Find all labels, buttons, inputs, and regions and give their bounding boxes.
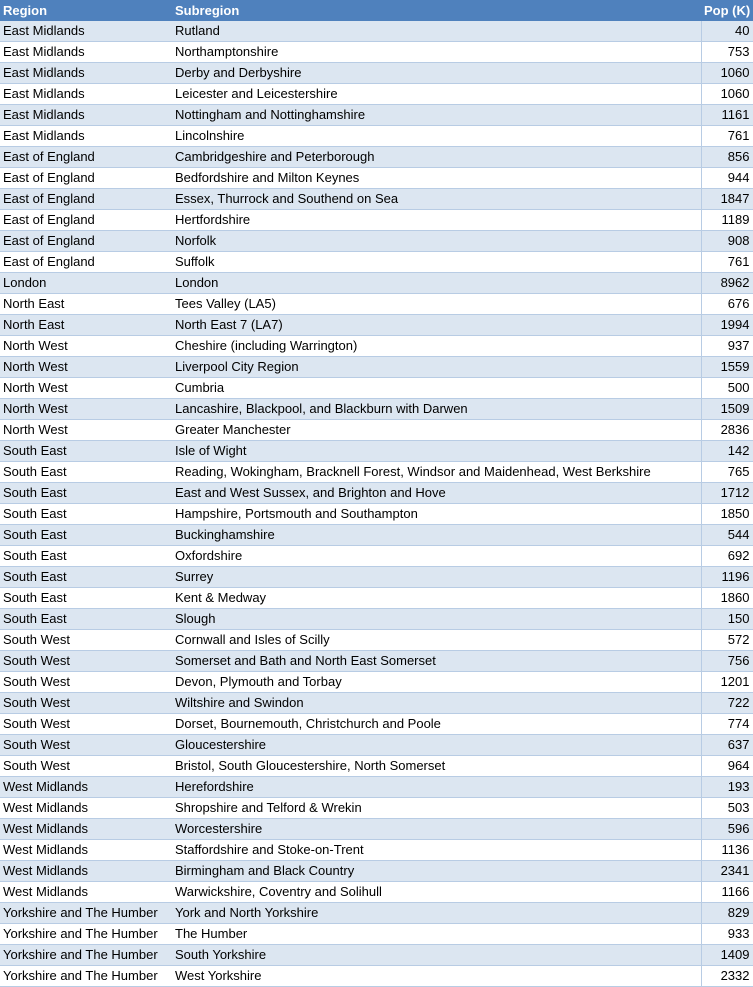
table-row[interactable] (0, 168, 753, 189)
cell-subregion[interactable]: East and West Sussex, and Brighton and Hove (175, 485, 446, 500)
table-row[interactable] (0, 63, 753, 84)
table-row[interactable] (0, 189, 753, 210)
table-row[interactable] (0, 693, 753, 714)
cell-subregion[interactable]: Hertfordshire (175, 212, 251, 227)
cell-pop[interactable]: 753 (701, 42, 753, 63)
cell-pop[interactable]: 1060 (701, 84, 753, 105)
cell-pop[interactable]: 2836 (701, 420, 753, 441)
cell-subregion[interactable]: Somerset and Bath and North East Somerset (175, 653, 436, 668)
cell-subregion[interactable]: Kent & Medway (175, 590, 267, 605)
cell-subregion[interactable]: Essex, Thurrock and Southend on Sea (175, 191, 399, 206)
table-row[interactable] (0, 882, 753, 903)
cell-region[interactable]: Yorkshire and The Humber (3, 905, 158, 920)
table-row[interactable] (0, 966, 753, 987)
cell-region[interactable]: East of England (3, 212, 95, 227)
cell-subregion[interactable]: Buckinghamshire (175, 527, 275, 542)
header-row (0, 0, 753, 21)
table-row[interactable] (0, 735, 753, 756)
cell-subregion[interactable]: Oxfordshire (175, 548, 243, 563)
cell-region[interactable]: South East (3, 590, 67, 605)
cell-pop[interactable]: 1166 (701, 882, 753, 903)
cell-pop[interactable]: 1060 (701, 63, 753, 84)
cell-pop[interactable]: 774 (701, 714, 753, 735)
cell-pop[interactable]: 1850 (701, 504, 753, 525)
cell-pop[interactable]: 2341 (701, 861, 753, 882)
cell-pop[interactable]: 944 (701, 168, 753, 189)
cell-region[interactable]: South West (3, 653, 70, 668)
table-row[interactable] (0, 84, 753, 105)
table-row[interactable] (0, 924, 753, 945)
cell-subregion[interactable]: Surrey (175, 569, 214, 584)
table-row[interactable] (0, 378, 753, 399)
table-row[interactable] (0, 546, 753, 567)
cell-region[interactable]: East of England (3, 191, 95, 206)
cell-subregion[interactable]: Birmingham and Black Country (175, 863, 355, 878)
cell-pop[interactable]: 856 (701, 147, 753, 168)
cell-region[interactable]: North West (3, 380, 68, 395)
cell-pop[interactable]: 1847 (701, 189, 753, 210)
cell-region[interactable]: East Midlands (3, 107, 85, 122)
cell-subregion[interactable]: Lincolnshire (175, 128, 245, 143)
cell-subregion[interactable]: Derby and Derbyshire (175, 65, 302, 80)
table-row[interactable] (0, 504, 753, 525)
cell-pop[interactable]: 1201 (701, 672, 753, 693)
cell-pop[interactable]: 1136 (701, 840, 753, 861)
table-row[interactable] (0, 126, 753, 147)
cell-region[interactable]: East Midlands (3, 128, 85, 143)
cell-region[interactable]: South East (3, 506, 67, 521)
table-row[interactable] (0, 567, 753, 588)
cell-region[interactable]: South East (3, 569, 67, 584)
cell-subregion[interactable]: Staffordshire and Stoke-on-Trent (175, 842, 364, 857)
cell-region[interactable]: West Midlands (3, 842, 89, 857)
cell-region[interactable]: East of England (3, 254, 95, 269)
cell-region[interactable]: West Midlands (3, 863, 89, 878)
cell-region[interactable]: Yorkshire and The Humber (3, 947, 158, 962)
table-row[interactable] (0, 945, 753, 966)
cell-subregion[interactable]: Devon, Plymouth and Torbay (175, 674, 342, 689)
cell-subregion[interactable]: Cornwall and Isles of Scilly (175, 632, 330, 647)
cell-region[interactable]: West Midlands (3, 800, 89, 815)
cell-subregion[interactable]: Liverpool City Region (175, 359, 299, 374)
cell-region[interactable]: North West (3, 359, 68, 374)
cell-subregion[interactable]: Suffolk (175, 254, 215, 269)
cell-subregion[interactable]: Wiltshire and Swindon (175, 695, 304, 710)
cell-region[interactable]: East Midlands (3, 44, 85, 59)
table-body (0, 21, 753, 987)
cell-subregion[interactable]: Bedfordshire and Milton Keynes (175, 170, 360, 185)
table-row[interactable] (0, 273, 753, 294)
cell-pop[interactable]: 1161 (701, 105, 753, 126)
table-row[interactable] (0, 714, 753, 735)
cell-pop[interactable]: 142 (701, 441, 753, 462)
table-row[interactable] (0, 840, 753, 861)
table-row[interactable] (0, 630, 753, 651)
cell-pop[interactable]: 1509 (701, 399, 753, 420)
cell-region[interactable]: South East (3, 527, 67, 542)
cell-region[interactable]: South East (3, 485, 67, 500)
cell-region[interactable]: West Midlands (3, 884, 89, 899)
cell-pop[interactable]: 193 (701, 777, 753, 798)
cell-subregion[interactable]: Warwickshire, Coventry and Solihull (175, 884, 382, 899)
cell-subregion[interactable]: Shropshire and Telford & Wrekin (175, 800, 362, 815)
cell-subregion[interactable]: Lancashire, Blackpool, and Blackburn with Darwen (175, 401, 468, 416)
cell-pop[interactable]: 756 (701, 651, 753, 672)
cell-pop[interactable]: 1409 (701, 945, 753, 966)
cell-region[interactable]: London (3, 275, 47, 290)
table-row[interactable] (0, 336, 753, 357)
cell-region[interactable]: North West (3, 401, 68, 416)
cell-pop[interactable]: 1712 (701, 483, 753, 504)
table-row[interactable] (0, 399, 753, 420)
table-row[interactable] (0, 903, 753, 924)
table-row[interactable] (0, 651, 753, 672)
cell-subregion[interactable]: North East 7 (LA7) (175, 317, 283, 332)
cell-subregion[interactable]: Norfolk (175, 233, 217, 248)
cell-pop[interactable]: 761 (701, 252, 753, 273)
cell-region[interactable]: North East (3, 317, 65, 332)
cell-pop[interactable]: 1189 (701, 210, 753, 231)
cell-subregion[interactable]: Tees Valley (LA5) (175, 296, 276, 311)
cell-pop[interactable]: 933 (701, 924, 753, 945)
cell-pop[interactable]: 637 (701, 735, 753, 756)
table-row[interactable] (0, 777, 753, 798)
cell-region[interactable]: East Midlands (3, 86, 85, 101)
cell-pop[interactable]: 500 (701, 378, 753, 399)
cell-region[interactable]: East Midlands (3, 65, 85, 80)
cell-subregion[interactable]: West Yorkshire (175, 968, 262, 983)
cell-subregion[interactable]: Isle of Wight (175, 443, 247, 458)
cell-region[interactable]: South West (3, 716, 70, 731)
cell-pop[interactable]: 8962 (701, 273, 753, 294)
cell-pop[interactable]: 692 (701, 546, 753, 567)
cell-subregion[interactable]: Hampshire, Portsmouth and Southampton (175, 506, 418, 521)
cell-region[interactable]: Yorkshire and The Humber (3, 968, 158, 983)
cell-subregion[interactable]: Herefordshire (175, 779, 254, 794)
cell-pop[interactable]: 1196 (701, 567, 753, 588)
table-row[interactable] (0, 483, 753, 504)
cell-region[interactable]: West Midlands (3, 821, 89, 836)
table-row[interactable] (0, 462, 753, 483)
table-row[interactable] (0, 420, 753, 441)
cell-region[interactable]: North East (3, 296, 65, 311)
table-row[interactable] (0, 231, 753, 252)
cell-region[interactable]: South West (3, 737, 70, 752)
cell-region[interactable]: South East (3, 464, 67, 479)
cell-subregion[interactable]: Cumbria (175, 380, 225, 395)
cell-pop[interactable]: 908 (701, 231, 753, 252)
cell-region[interactable]: East of England (3, 149, 95, 164)
cell-pop[interactable]: 765 (701, 462, 753, 483)
cell-subregion[interactable]: Rutland (175, 23, 220, 38)
cell-region[interactable]: South West (3, 758, 70, 773)
table-row[interactable] (0, 441, 753, 462)
table-row[interactable] (0, 252, 753, 273)
cell-subregion[interactable]: Reading, Wokingham, Bracknell Forest, Windsor and Maidenhead, West Berkshire (175, 464, 651, 479)
cell-subregion[interactable]: Leicester and Leicestershire (175, 86, 338, 101)
cell-region[interactable]: East Midlands (3, 23, 85, 38)
table-row[interactable] (0, 798, 753, 819)
table-row[interactable] (0, 525, 753, 546)
cell-region[interactable]: South West (3, 632, 70, 647)
cell-region[interactable]: East of England (3, 233, 95, 248)
table-row[interactable] (0, 357, 753, 378)
cell-subregion[interactable]: York and North Yorkshire (175, 905, 319, 920)
cell-pop[interactable]: 1994 (701, 315, 753, 336)
cell-region[interactable]: South West (3, 695, 70, 710)
table-row[interactable] (0, 588, 753, 609)
cell-region[interactable]: North West (3, 422, 68, 437)
cell-pop[interactable]: 544 (701, 525, 753, 546)
table-row[interactable] (0, 819, 753, 840)
cell-pop[interactable]: 829 (701, 903, 753, 924)
table-row[interactable] (0, 147, 753, 168)
cell-subregion[interactable]: Bristol, South Gloucestershire, North Somerset (175, 758, 446, 773)
cell-region[interactable]: Yorkshire and The Humber (3, 926, 158, 941)
header-pop[interactable]: Pop (K) (704, 3, 751, 18)
table-row[interactable] (0, 21, 753, 42)
cell-region[interactable]: East of England (3, 170, 95, 185)
table-row[interactable] (0, 42, 753, 63)
cell-subregion[interactable]: Cheshire (including Warrington) (175, 338, 358, 353)
cell-pop[interactable]: 676 (701, 294, 753, 315)
cell-subregion[interactable]: Dorset, Bournemouth, Christchurch and Poole (175, 716, 441, 731)
table-row[interactable] (0, 294, 753, 315)
table-row[interactable] (0, 210, 753, 231)
cell-pop[interactable]: 1559 (701, 357, 753, 378)
cell-subregion[interactable]: Cambridgeshire and Peterborough (175, 149, 375, 164)
cell-region[interactable]: South East (3, 443, 67, 458)
table-row[interactable] (0, 315, 753, 336)
header-region[interactable]: Region (3, 3, 48, 18)
cell-pop[interactable]: 937 (701, 336, 753, 357)
cell-subregion[interactable]: The Humber (175, 926, 248, 941)
cell-pop[interactable]: 572 (701, 630, 753, 651)
cell-pop[interactable]: 722 (701, 693, 753, 714)
cell-pop[interactable]: 503 (701, 798, 753, 819)
cell-subregion[interactable]: Nottingham and Nottinghamshire (175, 107, 366, 122)
table-row[interactable] (0, 756, 753, 777)
cell-subregion[interactable]: London (175, 275, 219, 290)
cell-region[interactable]: South East (3, 548, 67, 563)
cell-pop[interactable]: 964 (701, 756, 753, 777)
cell-pop[interactable]: 40 (701, 21, 753, 42)
cell-pop[interactable]: 1860 (701, 588, 753, 609)
table-row[interactable] (0, 105, 753, 126)
table-header (0, 0, 753, 21)
cell-region[interactable]: South East (3, 611, 67, 626)
table-row[interactable] (0, 672, 753, 693)
header-subregion[interactable]: Subregion (175, 3, 240, 18)
cell-subregion[interactable]: Northamptonshire (175, 44, 279, 59)
cell-subregion[interactable]: South Yorkshire (175, 947, 267, 962)
table-row[interactable] (0, 861, 753, 882)
cell-pop[interactable]: 2332 (701, 966, 753, 987)
cell-subregion[interactable]: Worcestershire (175, 821, 263, 836)
table-row[interactable] (0, 609, 753, 630)
cell-subregion[interactable]: Gloucestershire (175, 737, 267, 752)
cell-region[interactable]: North West (3, 338, 68, 353)
cell-pop[interactable]: 761 (701, 126, 753, 147)
cell-pop[interactable]: 596 (701, 819, 753, 840)
cell-subregion[interactable]: Slough (175, 611, 216, 626)
cell-region[interactable]: South West (3, 674, 70, 689)
cell-subregion[interactable]: Greater Manchester (175, 422, 291, 437)
cell-region[interactable]: West Midlands (3, 779, 89, 794)
cell-pop[interactable]: 150 (701, 609, 753, 630)
